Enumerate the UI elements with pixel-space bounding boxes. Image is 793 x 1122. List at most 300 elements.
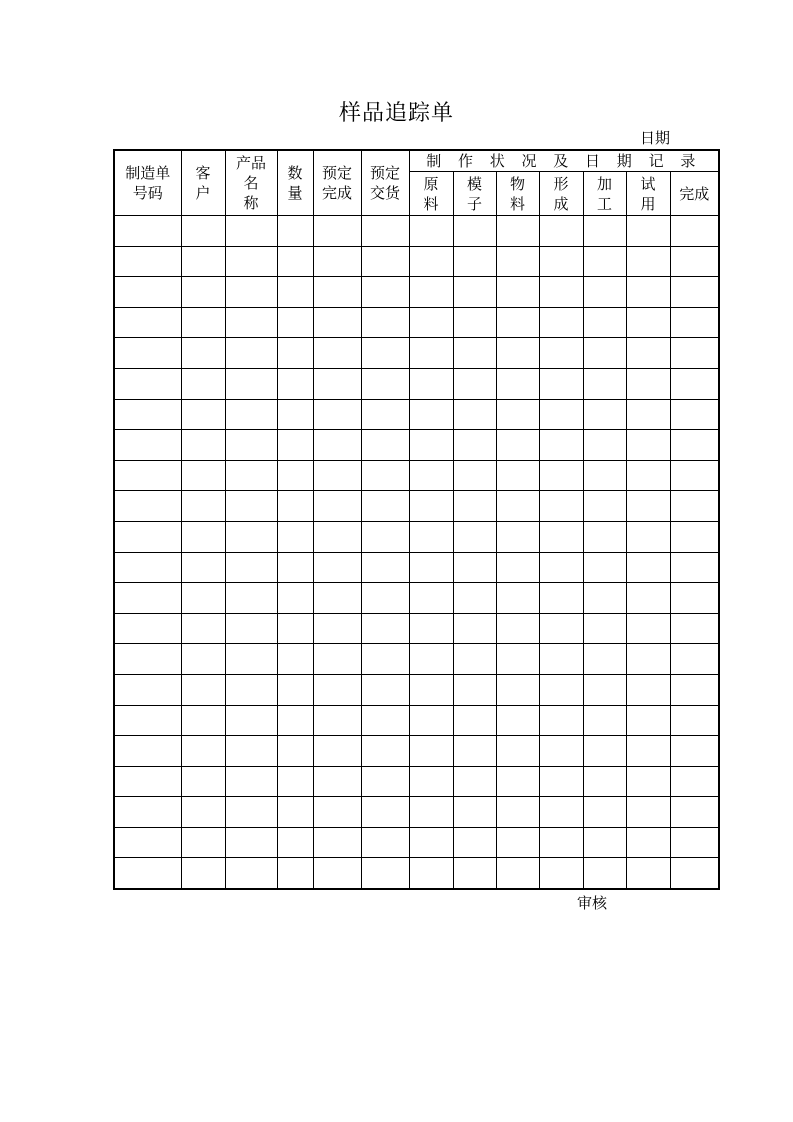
table-cell[interactable] <box>313 736 361 767</box>
table-cell[interactable] <box>626 736 670 767</box>
table-cell[interactable] <box>539 705 583 736</box>
table-cell[interactable] <box>539 613 583 644</box>
table-cell[interactable] <box>670 277 719 308</box>
table-cell[interactable] <box>409 797 453 828</box>
table-cell[interactable] <box>361 460 409 491</box>
table-cell[interactable] <box>583 521 626 552</box>
table-cell[interactable] <box>313 491 361 522</box>
table-cell[interactable] <box>453 460 496 491</box>
table-cell[interactable] <box>409 491 453 522</box>
table-cell[interactable] <box>277 736 313 767</box>
table-cell[interactable] <box>583 399 626 430</box>
table-cell[interactable] <box>225 338 277 369</box>
table-cell[interactable] <box>114 491 181 522</box>
column-header-planned-delivery <box>361 150 409 216</box>
table-cell[interactable] <box>626 521 670 552</box>
table-cell[interactable] <box>114 307 181 338</box>
table-cell[interactable] <box>496 216 539 247</box>
table-cell[interactable] <box>409 216 453 247</box>
table-row <box>114 338 719 369</box>
table-cell[interactable] <box>539 583 583 614</box>
table-cell[interactable] <box>453 399 496 430</box>
table-cell[interactable] <box>496 583 539 614</box>
column-header-line: 完成 <box>321 184 352 202</box>
table-cell[interactable] <box>277 460 313 491</box>
table-cell[interactable] <box>539 277 583 308</box>
table-cell[interactable] <box>409 827 453 858</box>
table-cell[interactable] <box>453 858 496 889</box>
table-cell[interactable] <box>539 460 583 491</box>
table-cell[interactable] <box>313 858 361 889</box>
table-cell[interactable] <box>496 858 539 889</box>
table-cell[interactable] <box>539 552 583 583</box>
table-cell[interactable] <box>496 368 539 399</box>
table-cell[interactable] <box>539 368 583 399</box>
table-cell[interactable] <box>313 216 361 247</box>
table-cell[interactable] <box>583 613 626 644</box>
table-cell[interactable] <box>670 736 719 767</box>
table-cell[interactable] <box>313 613 361 644</box>
table-cell[interactable] <box>539 644 583 675</box>
table-cell[interactable] <box>453 705 496 736</box>
table-cell[interactable] <box>114 705 181 736</box>
table-cell[interactable] <box>361 430 409 461</box>
table-cell[interactable] <box>496 736 539 767</box>
table-cell[interactable] <box>313 460 361 491</box>
table-cell[interactable] <box>313 307 361 338</box>
table-cell[interactable] <box>181 460 225 491</box>
table-cell[interactable] <box>225 827 277 858</box>
table-cell[interactable] <box>225 552 277 583</box>
table-cell[interactable] <box>277 552 313 583</box>
table-cell[interactable] <box>277 399 313 430</box>
table-cell[interactable] <box>539 827 583 858</box>
table-cell[interactable] <box>225 307 277 338</box>
table-cell[interactable] <box>496 827 539 858</box>
table-cell[interactable] <box>670 430 719 461</box>
table-cell[interactable] <box>181 307 225 338</box>
table-cell[interactable] <box>539 521 583 552</box>
table-cell[interactable] <box>626 797 670 828</box>
table-cell[interactable] <box>181 797 225 828</box>
table-cell[interactable] <box>670 399 719 430</box>
table-cell[interactable] <box>583 491 626 522</box>
table-cell[interactable] <box>453 521 496 552</box>
table-cell[interactable] <box>583 705 626 736</box>
table-cell[interactable] <box>409 307 453 338</box>
table-cell[interactable] <box>225 583 277 614</box>
table-cell[interactable] <box>409 583 453 614</box>
table-cell[interactable] <box>313 246 361 277</box>
table-cell[interactable] <box>583 674 626 705</box>
table-cell[interactable] <box>583 246 626 277</box>
table-cell[interactable] <box>181 583 225 614</box>
table-cell[interactable] <box>114 736 181 767</box>
table-cell[interactable] <box>313 521 361 552</box>
table-cell[interactable] <box>114 460 181 491</box>
table-cell[interactable] <box>409 613 453 644</box>
table-cell[interactable] <box>361 736 409 767</box>
review-label: 审核 <box>577 894 608 912</box>
table-row <box>114 246 719 277</box>
table-cell[interactable] <box>626 858 670 889</box>
table-cell[interactable] <box>277 797 313 828</box>
table-cell[interactable] <box>626 277 670 308</box>
table-cell[interactable] <box>313 644 361 675</box>
table-cell[interactable] <box>409 246 453 277</box>
table-cell[interactable] <box>277 766 313 797</box>
table-cell[interactable] <box>361 858 409 889</box>
table-cell[interactable] <box>114 858 181 889</box>
table-cell[interactable] <box>313 399 361 430</box>
table-cell[interactable] <box>313 338 361 369</box>
table-cell[interactable] <box>313 368 361 399</box>
table-cell[interactable] <box>361 644 409 675</box>
table-cell[interactable] <box>277 705 313 736</box>
table-cell[interactable] <box>539 399 583 430</box>
table-cell[interactable] <box>361 216 409 247</box>
table-cell[interactable] <box>277 430 313 461</box>
table-cell[interactable] <box>539 430 583 461</box>
table-cell[interactable] <box>626 216 670 247</box>
table-cell[interactable] <box>539 338 583 369</box>
table-cell[interactable] <box>670 797 719 828</box>
table-cell[interactable] <box>496 797 539 828</box>
table-cell[interactable] <box>453 277 496 308</box>
table-cell[interactable] <box>496 552 539 583</box>
table-cell[interactable] <box>361 797 409 828</box>
table-cell[interactable] <box>409 858 453 889</box>
table-cell[interactable] <box>277 583 313 614</box>
table-cell[interactable] <box>409 705 453 736</box>
table-cell[interactable] <box>225 674 277 705</box>
table-cell[interactable] <box>670 766 719 797</box>
table-cell[interactable] <box>453 246 496 277</box>
table-cell[interactable] <box>496 399 539 430</box>
table-cell[interactable] <box>496 246 539 277</box>
table-cell[interactable] <box>114 246 181 277</box>
table-cell[interactable] <box>583 644 626 675</box>
table-cell[interactable] <box>453 613 496 644</box>
table-cell[interactable] <box>225 766 277 797</box>
table-cell[interactable] <box>626 338 670 369</box>
table-cell[interactable] <box>670 583 719 614</box>
table-cell[interactable] <box>453 583 496 614</box>
table-cell[interactable] <box>409 277 453 308</box>
table-cell[interactable] <box>409 430 453 461</box>
table-cell[interactable] <box>277 858 313 889</box>
table-cell[interactable] <box>583 797 626 828</box>
table-cell[interactable] <box>453 368 496 399</box>
table-cell[interactable] <box>114 766 181 797</box>
table-cell[interactable] <box>539 491 583 522</box>
table-cell[interactable] <box>114 583 181 614</box>
table-cell[interactable] <box>496 674 539 705</box>
table-cell[interactable] <box>409 368 453 399</box>
table-cell[interactable] <box>539 797 583 828</box>
table-cell[interactable] <box>181 552 225 583</box>
table-cell[interactable] <box>626 674 670 705</box>
table-cell[interactable] <box>114 552 181 583</box>
table-cell[interactable] <box>626 491 670 522</box>
table-cell[interactable] <box>181 705 225 736</box>
table-cell[interactable] <box>453 797 496 828</box>
table-cell[interactable] <box>181 613 225 644</box>
table-cell[interactable] <box>670 613 719 644</box>
table-cell[interactable] <box>409 552 453 583</box>
table-cell[interactable] <box>409 736 453 767</box>
table-cell[interactable] <box>670 216 719 247</box>
table-cell[interactable] <box>583 216 626 247</box>
table-cell[interactable] <box>181 399 225 430</box>
table-cell[interactable] <box>225 521 277 552</box>
table-cell[interactable] <box>181 216 225 247</box>
table-cell[interactable] <box>181 246 225 277</box>
table-cell[interactable] <box>453 338 496 369</box>
table-cell[interactable] <box>453 430 496 461</box>
table-cell[interactable] <box>583 736 626 767</box>
table-cell[interactable] <box>361 521 409 552</box>
table-cell[interactable] <box>453 674 496 705</box>
table-cell[interactable] <box>313 797 361 828</box>
table-cell[interactable] <box>277 491 313 522</box>
column-header-quantity <box>277 150 313 216</box>
table-cell[interactable] <box>181 827 225 858</box>
table-cell[interactable] <box>361 338 409 369</box>
table-cell[interactable] <box>409 399 453 430</box>
table-cell[interactable] <box>114 797 181 828</box>
table-cell[interactable] <box>277 521 313 552</box>
table-cell[interactable] <box>225 797 277 828</box>
table-cell[interactable] <box>181 521 225 552</box>
table-cell[interactable] <box>181 430 225 461</box>
table-cell[interactable] <box>313 552 361 583</box>
table-cell[interactable] <box>114 430 181 461</box>
table-cell[interactable] <box>277 644 313 675</box>
table-cell[interactable] <box>626 246 670 277</box>
table-cell[interactable] <box>453 827 496 858</box>
table-cell[interactable] <box>583 766 626 797</box>
table-row <box>114 216 719 247</box>
table-cell[interactable] <box>225 399 277 430</box>
table-cell[interactable] <box>583 277 626 308</box>
table-cell[interactable] <box>453 216 496 247</box>
table-cell[interactable] <box>313 430 361 461</box>
table-cell[interactable] <box>409 644 453 675</box>
table-cell[interactable] <box>409 460 453 491</box>
table-cell[interactable] <box>277 338 313 369</box>
table-cell[interactable] <box>225 277 277 308</box>
table-cell[interactable] <box>626 644 670 675</box>
table-cell[interactable] <box>361 307 409 338</box>
table-cell[interactable] <box>583 368 626 399</box>
table-row <box>114 583 719 614</box>
table-cell[interactable] <box>114 216 181 247</box>
table-cell[interactable] <box>670 674 719 705</box>
table-cell[interactable] <box>181 766 225 797</box>
table-cell[interactable] <box>496 705 539 736</box>
table-cell[interactable] <box>361 368 409 399</box>
table-cell[interactable] <box>114 338 181 369</box>
table-cell[interactable] <box>670 460 719 491</box>
table-cell[interactable] <box>361 491 409 522</box>
table-cell[interactable] <box>670 552 719 583</box>
table-cell[interactable] <box>225 705 277 736</box>
table-cell[interactable] <box>453 307 496 338</box>
table-cell[interactable] <box>626 399 670 430</box>
table-cell[interactable] <box>361 277 409 308</box>
table-cell[interactable] <box>114 674 181 705</box>
table-cell[interactable] <box>626 583 670 614</box>
table-cell[interactable] <box>361 766 409 797</box>
table-cell[interactable] <box>181 644 225 675</box>
table-cell[interactable] <box>225 460 277 491</box>
table-cell[interactable] <box>114 521 181 552</box>
table-cell[interactable] <box>313 583 361 614</box>
table-cell[interactable] <box>453 552 496 583</box>
table-cell[interactable] <box>409 766 453 797</box>
table-cell[interactable] <box>496 491 539 522</box>
table-cell[interactable] <box>670 246 719 277</box>
sub-column-header-material <box>496 172 539 216</box>
table-cell[interactable] <box>583 430 626 461</box>
table-cell[interactable] <box>496 430 539 461</box>
table-cell[interactable] <box>277 246 313 277</box>
table-cell[interactable] <box>539 674 583 705</box>
table-cell[interactable] <box>453 766 496 797</box>
table-cell[interactable] <box>225 736 277 767</box>
table-cell[interactable] <box>181 368 225 399</box>
table-cell[interactable] <box>313 827 361 858</box>
table-cell[interactable] <box>361 827 409 858</box>
table-cell[interactable] <box>583 307 626 338</box>
table-cell[interactable] <box>313 277 361 308</box>
table-cell[interactable] <box>361 246 409 277</box>
table-cell[interactable] <box>225 368 277 399</box>
sub-column-header-line: 形 <box>553 174 569 193</box>
table-cell[interactable] <box>225 644 277 675</box>
table-cell[interactable] <box>583 858 626 889</box>
table-cell[interactable] <box>583 338 626 369</box>
sub-column-header-line: 加 <box>596 174 612 193</box>
table-cell[interactable] <box>496 460 539 491</box>
table-cell[interactable] <box>181 858 225 889</box>
table-cell[interactable] <box>626 552 670 583</box>
table-cell[interactable] <box>277 277 313 308</box>
table-cell[interactable] <box>277 307 313 338</box>
table-cell[interactable] <box>670 521 719 552</box>
table-cell[interactable] <box>453 736 496 767</box>
table-cell[interactable] <box>539 307 583 338</box>
table-row <box>114 552 719 583</box>
table-cell[interactable] <box>361 399 409 430</box>
table-cell[interactable] <box>626 368 670 399</box>
table-cell[interactable] <box>114 613 181 644</box>
table-cell[interactable] <box>409 674 453 705</box>
table-cell[interactable] <box>670 368 719 399</box>
table-cell[interactable] <box>225 858 277 889</box>
table-cell[interactable] <box>583 583 626 614</box>
table-cell[interactable] <box>277 216 313 247</box>
table-cell[interactable] <box>181 338 225 369</box>
table-cell[interactable] <box>670 338 719 369</box>
table-cell[interactable] <box>496 613 539 644</box>
table-cell[interactable] <box>114 644 181 675</box>
table-cell[interactable] <box>361 674 409 705</box>
table-cell[interactable] <box>496 766 539 797</box>
table-cell[interactable] <box>181 491 225 522</box>
table-cell[interactable] <box>225 430 277 461</box>
table-cell[interactable] <box>670 491 719 522</box>
table-cell[interactable] <box>277 674 313 705</box>
table-cell[interactable] <box>626 766 670 797</box>
table-cell[interactable] <box>583 827 626 858</box>
table-cell[interactable] <box>539 766 583 797</box>
table-cell[interactable] <box>313 674 361 705</box>
column-header-line: 交货 <box>369 184 400 202</box>
table-cell[interactable] <box>225 216 277 247</box>
table-cell[interactable] <box>277 368 313 399</box>
column-header-line: 名 <box>243 174 259 192</box>
table-cell[interactable] <box>114 277 181 308</box>
table-cell[interactable] <box>114 827 181 858</box>
table-cell[interactable] <box>670 705 719 736</box>
table-cell[interactable] <box>409 338 453 369</box>
table-cell[interactable] <box>361 583 409 614</box>
table-cell[interactable] <box>626 460 670 491</box>
table-cell[interactable] <box>496 307 539 338</box>
table-cell[interactable] <box>583 552 626 583</box>
table-cell[interactable] <box>626 705 670 736</box>
table-cell[interactable] <box>453 491 496 522</box>
table-cell[interactable] <box>626 307 670 338</box>
table-cell[interactable] <box>539 736 583 767</box>
table-cell[interactable] <box>225 613 277 644</box>
table-cell[interactable] <box>670 858 719 889</box>
table-cell[interactable] <box>409 521 453 552</box>
table-cell[interactable] <box>583 460 626 491</box>
table-cell[interactable] <box>361 705 409 736</box>
table-cell[interactable] <box>181 674 225 705</box>
table-cell[interactable] <box>181 736 225 767</box>
table-cell[interactable] <box>361 613 409 644</box>
table-cell[interactable] <box>539 246 583 277</box>
table-cell[interactable] <box>114 368 181 399</box>
table-cell[interactable] <box>277 613 313 644</box>
table-cell[interactable] <box>496 277 539 308</box>
table-cell[interactable] <box>114 399 181 430</box>
table-cell[interactable] <box>626 613 670 644</box>
table-cell[interactable] <box>496 644 539 675</box>
table-cell[interactable] <box>453 644 496 675</box>
table-cell[interactable] <box>670 827 719 858</box>
table-cell[interactable] <box>496 521 539 552</box>
table-cell[interactable] <box>225 491 277 522</box>
table-cell[interactable] <box>496 338 539 369</box>
table-cell[interactable] <box>626 430 670 461</box>
table-cell[interactable] <box>539 858 583 889</box>
table-cell[interactable] <box>277 827 313 858</box>
table-cell[interactable] <box>181 277 225 308</box>
table-cell[interactable] <box>313 705 361 736</box>
table-cell[interactable] <box>670 644 719 675</box>
table-cell[interactable] <box>670 307 719 338</box>
table-cell[interactable] <box>626 827 670 858</box>
table-cell[interactable] <box>361 552 409 583</box>
table-cell[interactable] <box>313 766 361 797</box>
table-cell[interactable] <box>539 216 583 247</box>
table-cell[interactable] <box>225 246 277 277</box>
